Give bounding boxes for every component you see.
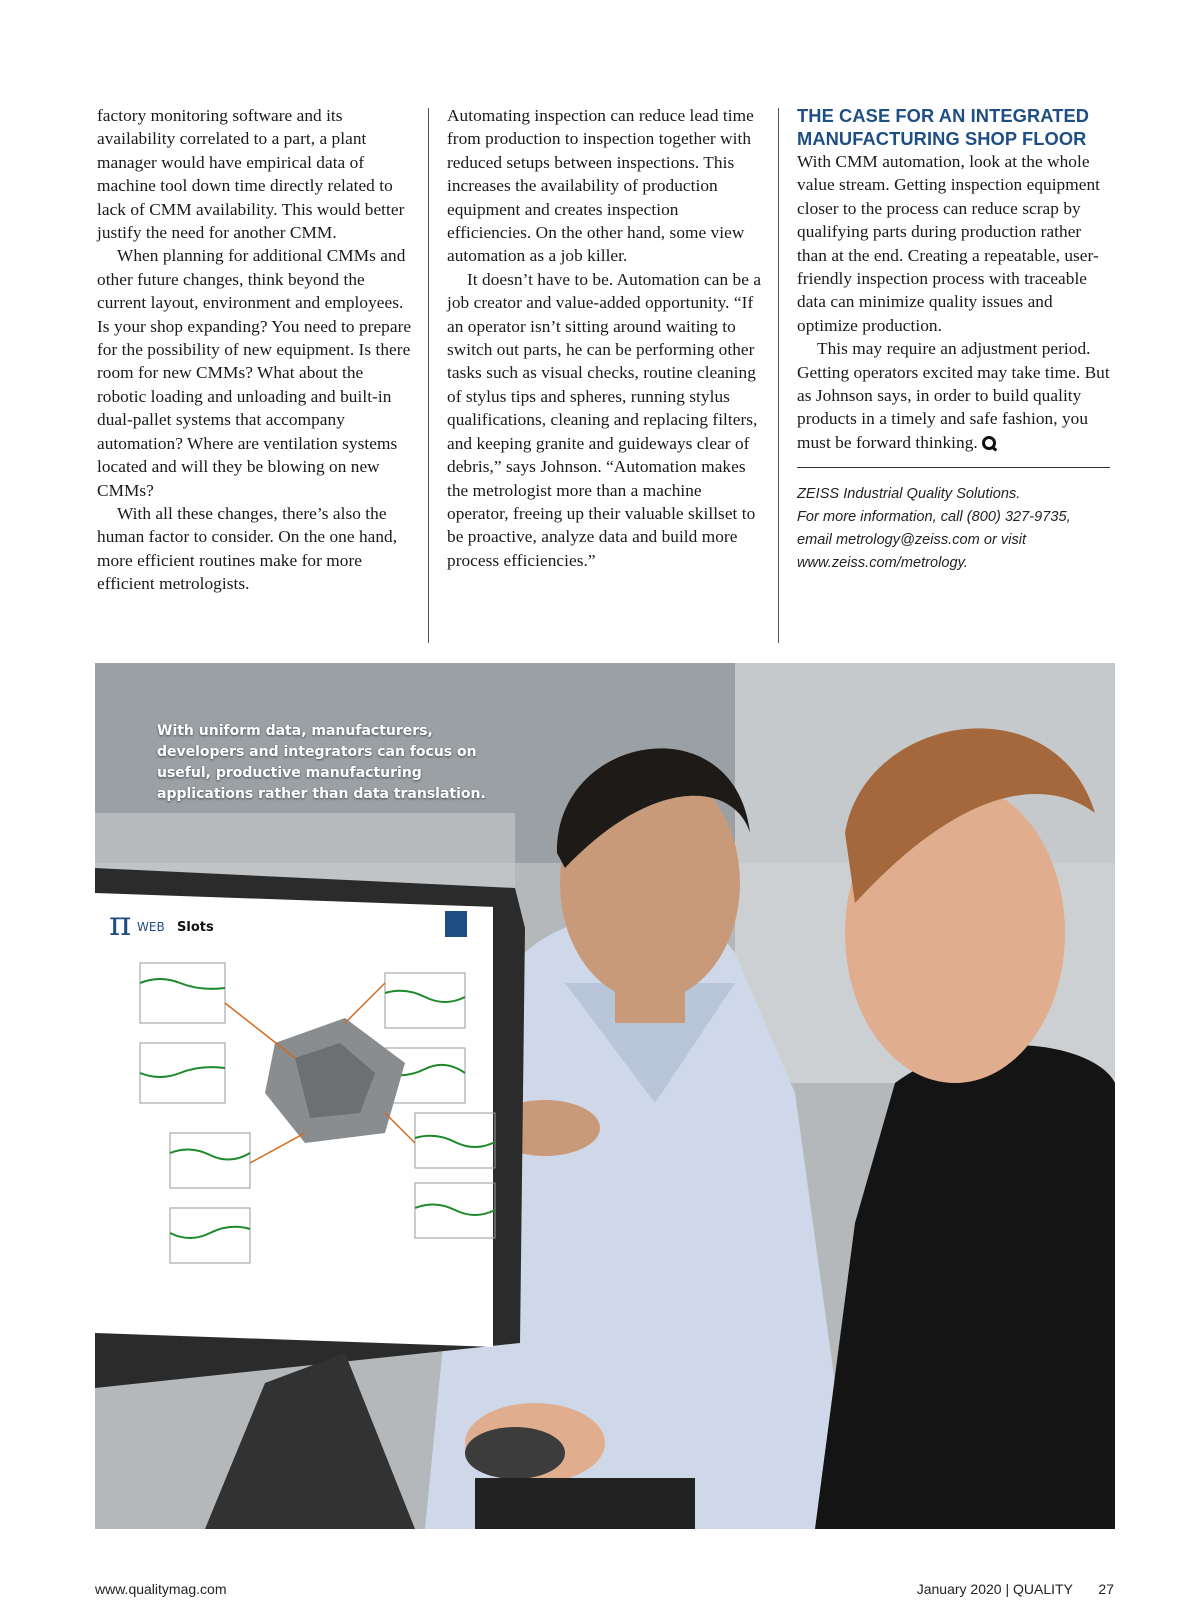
- paragraph: factory monitoring software and its availability correlated to a part, a plant manager would have empirical data of machine tool down time directly related to lack of CMM availability. This would better justify the need for another CMM.: [97, 106, 405, 243]
- credit-line: www.zeiss.com/metrology.: [797, 555, 968, 572]
- paragraph: With all these changes, there’s also the human factor to consider. On the one hand, more efficient routines make for more efficient metrologists.: [97, 503, 398, 594]
- section-heading: [797, 104, 1110, 150]
- article-photo: [95, 663, 1115, 1529]
- credit-block: [797, 483, 1110, 575]
- photo-caption: With uniform data, manufacturers, developers and integrators can focus on useful, productive manufacturing applications rather than data translation.: [157, 723, 486, 802]
- section-heading-line: MANUFACTURING SHOP FLOOR: [797, 128, 1087, 149]
- paragraph: It doesn’t have to be. Automation can be a job creator and value-added opportunity. “If an operator isn’t sitting around waiting to switch out parts, he can be performing other tasks such as visual checks, routine cleaning of stylus tips and spheres, running stylus qualifications, cleaning and replacing filters, and keeping granite and guideways clear of debris,” says Johnson. “Automation makes the metrologist more than a machine operator, freeing up their valuable skillset to be proactive, analyze data and build more process efficiencies.”: [447, 269, 762, 570]
- paragraph-text: This may require an adjustment period. Getting operators excited may take time. But as Johnson says, in order to build quality products in a timely and safe fashion, you must be forward thinking.: [797, 339, 1110, 452]
- paragraph: [797, 337, 1110, 454]
- article-column-1: [97, 104, 414, 596]
- credit-line: email metrology@zeiss.com or visit: [797, 532, 1027, 549]
- credit-divider: [797, 467, 1110, 468]
- screen-logo: WEB: [137, 920, 165, 934]
- column-divider: [778, 108, 779, 643]
- footer-website: www.qualitymag.com: [95, 1581, 227, 1597]
- footer-issue-label: January 2020 | QUALITY: [916, 1581, 1073, 1597]
- screen-title: Slots: [177, 920, 214, 935]
- paragraph: With CMM automation, look at the whole value stream. Getting inspection equipment closer to the process can reduce scrap by qualifying parts during production rather than at the end. Creating a repeatable, user-friendly inspection process with traceable data can minimize quality issues and optimize production.: [797, 152, 1101, 335]
- credit-line: For more information, call (800) 327-9735,: [797, 509, 1071, 526]
- credit-line: ZEISS Industrial Quality Solutions.: [797, 486, 1021, 503]
- footer-issue: [917, 1581, 1114, 1597]
- page-number: 27: [1098, 1581, 1114, 1597]
- paragraph: When planning for additional CMMs and other future changes, think beyond the current layout, environment and employees. Is your shop expanding? You need to prepare for the possibility of new equipment. Is there room for new CMMs? What about the robotic loading and unloading and built-in dual-pallet systems that accompany automation? Where are ventilation systems located and will they be blowing on new CMMs?: [97, 246, 412, 500]
- end-mark-icon: [982, 436, 996, 450]
- column-divider: [428, 108, 429, 643]
- screen-pi-icon: π: [109, 904, 132, 944]
- article-column-3: [797, 104, 1110, 575]
- article-column-2: [447, 104, 762, 572]
- paragraph: Automating inspection can reduce lead time from production to inspection together with reduced setups between inspections. This increases the availability of production equipment and creates inspection efficiencies. On the other hand, some view automation as a job killer.: [447, 106, 754, 266]
- section-heading-line: THE CASE FOR AN INTEGRATED: [797, 105, 1090, 126]
